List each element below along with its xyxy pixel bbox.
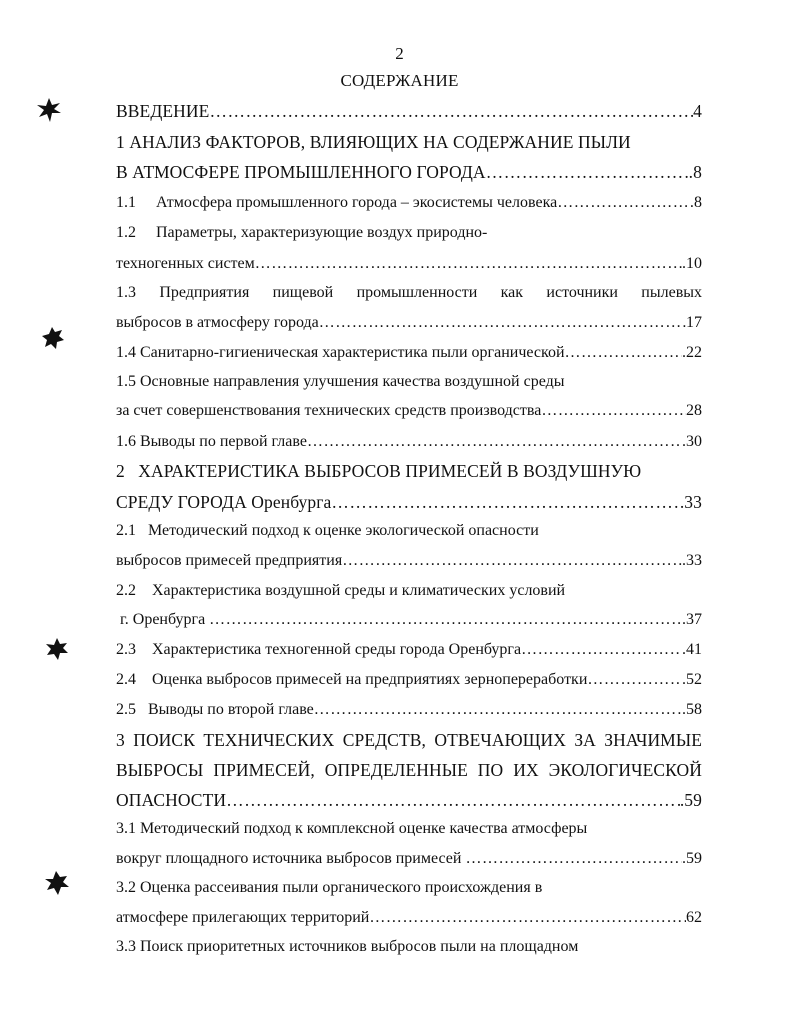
toc-entry-text: за счет совершенствования технических средств производства xyxy=(116,402,542,419)
toc-entry-1-3 xyxy=(116,282,702,304)
toc-entry-text: СРЕДУ ГОРОДА Оренбурга xyxy=(116,492,332,512)
toc-page-number: 17 xyxy=(686,314,702,331)
toc-entry-2-1 xyxy=(116,520,702,542)
toc-entry-text: 1.6 Выводы по первой главе xyxy=(116,433,307,450)
toc-page-number: .59 xyxy=(682,850,702,867)
toc-entry-chapter-2-cont xyxy=(116,491,702,513)
scan-mark-icon xyxy=(36,97,62,123)
toc-entry-chapter-1 xyxy=(116,131,702,153)
toc-page-number: .52 xyxy=(682,671,702,688)
toc-entry-3-3 xyxy=(116,936,702,958)
contents-heading: СОДЕРЖАНИЕ xyxy=(340,71,459,90)
toc-entry-3-2-cont xyxy=(116,907,702,929)
toc-entry-2-2-cont xyxy=(116,609,702,631)
leader-dots xyxy=(331,491,679,513)
toc-page-number: .41 xyxy=(682,641,702,658)
toc-entry-chapter-3-cont-2 xyxy=(116,789,702,811)
leader-dots xyxy=(209,609,682,631)
toc-page-number: .58 xyxy=(682,701,702,718)
toc-entry-text: 3.3 Поиск приоритетных источников выбросов пыли на площадном xyxy=(116,938,579,955)
toc-entry-chapter-3 xyxy=(116,729,702,751)
toc-entry-1-4 xyxy=(116,342,702,364)
toc-entry-2-2 xyxy=(116,580,702,602)
leader-dots xyxy=(314,699,682,721)
toc-entry-text: 3.2 Оценка рассеивания пыли органического происхождения в xyxy=(116,879,543,896)
toc-page-number: 28 xyxy=(686,402,702,419)
toc-entry-text: 2.5 Выводы по второй главе xyxy=(116,701,314,718)
toc-entry-text: атмосфере прилегающих территорий xyxy=(116,909,370,926)
toc-entry-text: ВЫБРОСЫ ПРИМЕСЕЙ, ОПРЕДЕЛЕННЫЕ ПО ИХ ЭКОЛОГИЧЕСКОЙ xyxy=(116,760,702,780)
leader-dots xyxy=(521,639,682,661)
toc-entry-text: 1.3 Предприятия пищевой промышленности как источники пылевых xyxy=(116,284,702,301)
toc-entry-text: 1.4 Санитарно-гигиеническая характеристика пыли органической xyxy=(116,344,565,361)
toc-entry-text: ОПАСНОСТИ xyxy=(116,790,227,810)
toc-entry-3-2 xyxy=(116,877,702,899)
toc-entry-1-5-cont xyxy=(116,400,702,422)
toc-entry-text: 2 ХАРАКТЕРИСТИКА ВЫБРОСОВ ПРИМЕСЕЙ В ВОЗДУШНУЮ xyxy=(116,461,642,481)
toc-entry-text: 2.2 Характеристика воздушной среды и климатических условий xyxy=(116,582,566,599)
toc-entry-3-1-cont xyxy=(116,848,702,870)
toc-page-number: .33 xyxy=(682,552,702,569)
toc-page-number: 4 xyxy=(693,101,702,121)
toc-entry-2-3 xyxy=(116,639,702,661)
toc-page-number: 8 xyxy=(694,194,702,211)
toc-entry-text: выбросов в атмосферу города xyxy=(116,314,319,331)
toc-entry-chapter-2 xyxy=(116,460,702,482)
leader-dots xyxy=(486,161,689,183)
leader-dots xyxy=(307,431,682,453)
leader-dots xyxy=(226,789,680,811)
toc-entry-1-5 xyxy=(116,371,702,393)
leader-dots xyxy=(541,400,686,422)
scan-mark-icon xyxy=(44,870,70,896)
page-number: 2 xyxy=(395,44,404,63)
toc-entry-1-2 xyxy=(116,222,702,244)
leader-dots xyxy=(255,253,682,275)
leader-dots xyxy=(557,192,694,214)
leader-dots xyxy=(342,550,682,572)
toc-entry-text: техногенных систем xyxy=(116,255,255,272)
toc-entry-2-4 xyxy=(116,669,702,691)
toc-entry-chapter-3-cont xyxy=(116,759,702,781)
toc-page-number: .59 xyxy=(679,790,702,810)
toc-page-number: .22 xyxy=(682,344,702,361)
toc-entry-text: 2.4 Оценка выбросов примесей на предприятиях зернопереработки xyxy=(116,671,588,688)
toc-entry-1-1 xyxy=(116,192,702,214)
scan-mark-icon xyxy=(44,636,70,662)
toc-page-number: .37 xyxy=(682,611,702,628)
toc-entry-text: 1 АНАЛИЗ ФАКТОРОВ, ВЛИЯЮЩИХ НА СОДЕРЖАНИЕ ПЫЛИ xyxy=(116,132,631,152)
toc-entry-text: 3 ПОИСК ТЕХНИЧЕСКИХ СРЕДСТВ, ОТВЕЧАЮЩИХ ЗА ЗНАЧИМЫЕ xyxy=(116,730,702,750)
toc-entry-text: 2.3 Характеристика техногенной среды города Оренбурга xyxy=(116,641,522,658)
leader-dots xyxy=(319,312,686,334)
toc-entry-text: выбросов примесей предприятия xyxy=(116,552,343,569)
toc-page-number: .30 xyxy=(682,433,702,450)
leader-dots xyxy=(209,100,693,122)
toc-entry-text: 1.5 Основные направления улучшения качества воздушной среды xyxy=(116,373,565,390)
toc-entry-1-6 xyxy=(116,431,702,453)
toc-entry-text: 3.1 Методический подход к комплексной оценке качества атмосферы xyxy=(116,820,588,837)
toc-entry-1-2-cont xyxy=(116,253,702,275)
toc-entry-text: вокруг площадного источника выбросов примесей xyxy=(116,850,466,867)
toc-entry-text: 1.2 Параметры, характеризующие воздух природно- xyxy=(116,224,488,241)
toc-entry-introduction xyxy=(116,100,702,122)
toc-page-number: 62 xyxy=(686,909,702,926)
toc-page-number: .33 xyxy=(679,492,702,512)
toc-entry-3-1 xyxy=(116,818,702,840)
scan-mark-icon xyxy=(40,325,66,351)
toc-entry-2-5 xyxy=(116,699,702,721)
toc-entry-text: 1.1 Атмосфера промышленного города – экосистемы человека xyxy=(116,194,558,211)
toc-entry-1-3-cont xyxy=(116,312,702,334)
toc-page-number: .10 xyxy=(682,255,702,272)
toc-entry-text: г. Оренбурга xyxy=(116,611,210,628)
toc-entry-chapter-1-cont xyxy=(116,161,702,183)
leader-dots xyxy=(587,669,682,691)
leader-dots xyxy=(369,907,686,929)
toc-entry-text: В АТМОСФЕРЕ ПРОМЫШЛЕННОГО ГОРОДА xyxy=(116,162,486,182)
leader-dots xyxy=(565,342,682,364)
toc-entry-2-1-cont xyxy=(116,550,702,572)
toc-page-number: .8 xyxy=(688,162,702,182)
toc-entry-text: 2.1 Методический подход к оценке экологической опасности xyxy=(116,522,539,539)
leader-dots xyxy=(465,848,682,870)
toc-entry-text: ВВЕДЕНИЕ xyxy=(116,101,210,121)
